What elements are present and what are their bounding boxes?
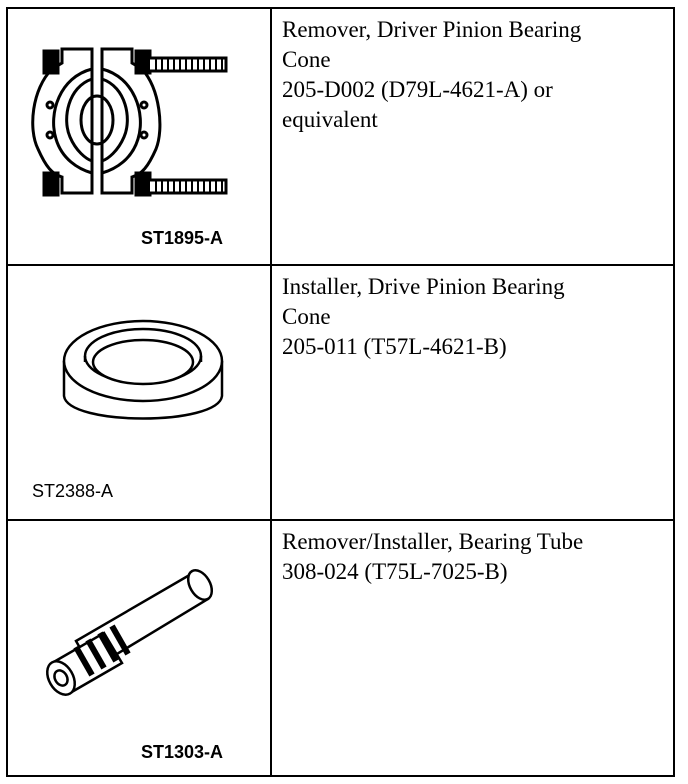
table-row <box>7 520 674 776</box>
description-line: 308-024 (T75L-7025-B) <box>282 559 508 584</box>
description-line: Installer, Drive Pinion Bearing <box>282 274 565 299</box>
description-line: equivalent <box>282 107 378 132</box>
tool-image-cell <box>7 8 271 265</box>
description-line: 205-011 (T57L-4621-B) <box>282 334 507 359</box>
tool-description <box>271 265 674 520</box>
description-line: Cone <box>282 304 331 329</box>
table-row <box>7 265 674 520</box>
tool-code-label: ST1895-A <box>141 228 224 248</box>
bearing-tube-tool-icon <box>8 521 270 777</box>
tool-image-cell <box>7 520 271 776</box>
table-row <box>7 8 674 265</box>
tool-image-cell <box>7 265 271 520</box>
description-line: 205-D002 (D79L-4621-A) or <box>282 77 553 102</box>
tool-description <box>271 8 674 265</box>
tool-description <box>271 520 674 776</box>
bearing-separator-icon <box>8 9 270 266</box>
description-line: Remover/Installer, Bearing Tube <box>282 529 584 554</box>
tool-code-label: ST1303-A <box>141 742 224 762</box>
description-line: Cone <box>282 47 331 72</box>
special-tools-table <box>6 7 675 777</box>
tool-code-label: ST2388-A <box>32 481 114 501</box>
description-line: Remover, Driver Pinion Bearing <box>282 17 582 42</box>
